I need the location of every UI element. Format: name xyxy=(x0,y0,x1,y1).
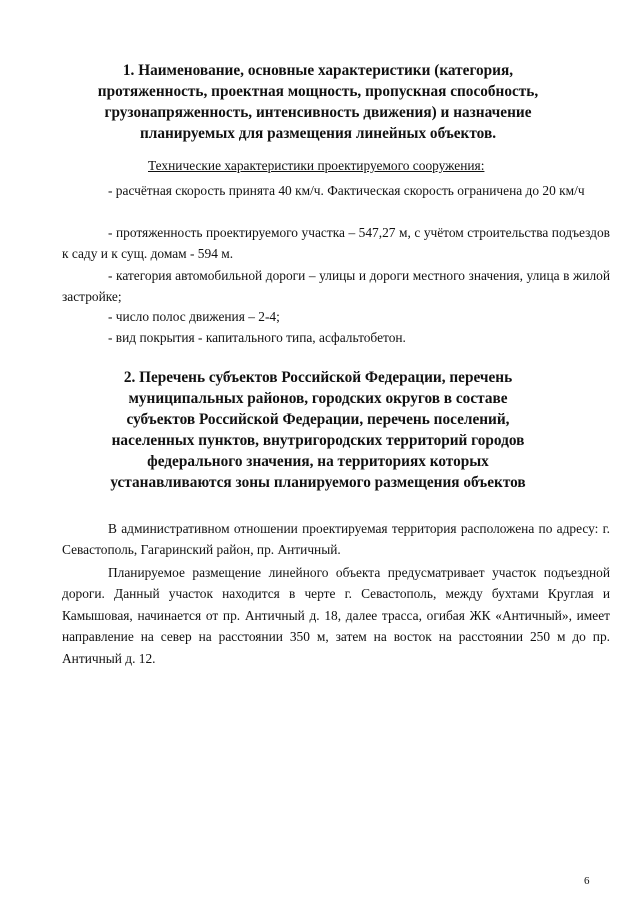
list-item-length: - протяженность проектируемого участка – 547,27 м, с учётом строительства подъездов к саду и к сущ. домам - 594 м. xyxy=(62,225,610,262)
technical-characteristics-subtitle: Технические характеристики проектируемого сооружения: xyxy=(148,158,485,173)
section-2-heading: 2. Перечень субъектов Российской Федерации, перечень муниципальных районов, городских округов в составе субъектов Российской Федерации, перечень поселений, населенных пунктов, внутригородских территорий городов федерального значения, на территориях которых устанавливаются зоны планируемого размещения объектов xyxy=(110,369,526,491)
paragraph-administrative-location: В административном отношении проектируемая территория расположена по адресу: г. Севастополь, Гагаринский район, пр. Античный. xyxy=(62,521,610,558)
list-item-design-speed: - расчётная скорость принята 40 км/ч. Фактическая скорость ограничена до 20 км/ч xyxy=(108,183,585,198)
list-item-lanes: - число полос движения – 2-4; xyxy=(108,309,280,324)
list-item-road-category: - категория автомобильной дороги – улицы и дороги местного значения, улица в жилой застройке; xyxy=(62,268,610,305)
list-item-surface: - вид покрытия - капитального типа, асфальтобетон. xyxy=(108,330,406,345)
paragraph-planned-placement: Планируемое размещение линейного объекта предусматривает участок подъездной дороги. Данный участок находится в черте г. Севастополь, между бухтами Круглая и Камышовая, начинается от пр. Античный д. 18, далее трасса, огибая ЖК «Античный», имеет направление на север на расстоянии 350 м, затем на восток на расстоянии 250 м до пр. Античный д. 12. xyxy=(62,565,610,666)
page-number: 6 xyxy=(584,875,590,887)
section-1-heading: 1. Наименование, основные характеристики (категория, протяженность, проектная мощность, пропускная способность, грузонапряженность, интенсивность движения) и назначение планируемых для размещения линейных объектов. xyxy=(97,62,539,142)
